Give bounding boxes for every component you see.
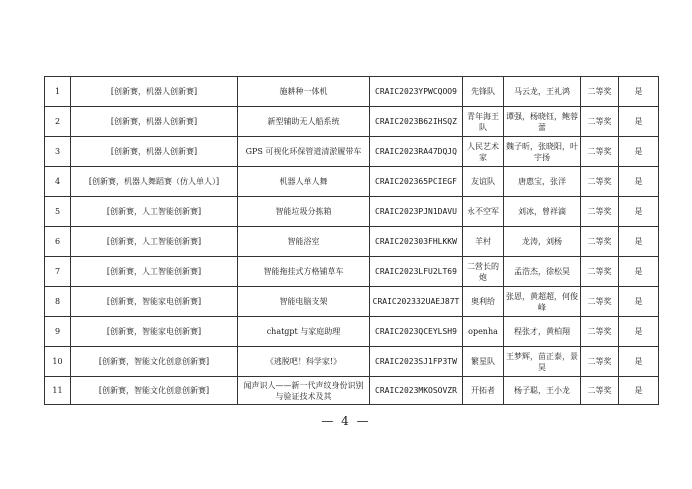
work-title: 施耕种一体机 <box>238 77 370 107</box>
team-name: 繁星队 <box>463 347 504 377</box>
table-row <box>45 77 659 107</box>
work-title: 闻声识人——新一代声纹身份识别与验证技术及其 <box>238 377 370 405</box>
table-row <box>45 107 659 137</box>
row-number: 5 <box>45 197 71 227</box>
work-title: 智能垃圾分拣箱 <box>238 197 370 227</box>
qualified-flag: 是 <box>619 377 659 405</box>
table-row <box>45 317 659 347</box>
registration-code: CRAIC2023RA47DQJQ <box>370 137 463 167</box>
team-name: 羊村 <box>463 227 504 257</box>
table-row <box>45 197 659 227</box>
award-level: 二等奖 <box>581 317 619 347</box>
award-level: 二等奖 <box>581 137 619 167</box>
competition-category: [创新赛，智能文化创意创新赛] <box>71 347 238 377</box>
row-number: 11 <box>45 377 71 405</box>
table-row <box>45 137 659 167</box>
team-members: 魏子昕，张晓阳，叶宇扬 <box>504 137 581 167</box>
table-row <box>45 347 659 377</box>
team-members: 马云龙，王礼鸿 <box>504 77 581 107</box>
row-number: 6 <box>45 227 71 257</box>
awards-table-body <box>45 77 659 405</box>
team-name: 奥利给 <box>463 287 504 317</box>
registration-code: CRAIC202332UAEJ87T <box>370 287 463 317</box>
award-level: 二等奖 <box>581 77 619 107</box>
team-name: 二营长的炮 <box>463 257 504 287</box>
registration-code: CRAIC202365PCIEGF <box>370 167 463 197</box>
row-number: 7 <box>45 257 71 287</box>
work-title: 智能拖挂式方格铺草车 <box>238 257 370 287</box>
team-members: 唐惠宝，张洋 <box>504 167 581 197</box>
work-title: 智能浴室 <box>238 227 370 257</box>
team-name: 友谊队 <box>463 167 504 197</box>
award-level: 二等奖 <box>581 377 619 405</box>
team-members: 张恩，黄超超，何俊峰 <box>504 287 581 317</box>
qualified-flag: 是 <box>619 137 659 167</box>
qualified-flag: 是 <box>619 227 659 257</box>
competition-category: [创新赛，机器人创新赛] <box>71 137 238 167</box>
row-number: 3 <box>45 137 71 167</box>
work-title: 智能电脑支架 <box>238 287 370 317</box>
team-name: 人民艺术家 <box>463 137 504 167</box>
registration-code: CRAIC2023B62IHSQZ <box>370 107 463 137</box>
award-level: 二等奖 <box>581 107 619 137</box>
registration-code: CRAIC2023YPWCQOO9 <box>370 77 463 107</box>
row-number: 4 <box>45 167 71 197</box>
row-number: 9 <box>45 317 71 347</box>
competition-category: [创新赛，人工智能创新赛] <box>71 227 238 257</box>
team-name: 青年海王队 <box>463 107 504 137</box>
team-members: 程张才，黄柏翔 <box>504 317 581 347</box>
table-row <box>45 227 659 257</box>
team-members: 刘冰，曾祥滴 <box>504 197 581 227</box>
row-number: 1 <box>45 77 71 107</box>
award-level: 二等奖 <box>581 347 619 377</box>
row-number: 10 <box>45 347 71 377</box>
award-level: 二等奖 <box>581 287 619 317</box>
award-level: 二等奖 <box>581 167 619 197</box>
qualified-flag: 是 <box>619 197 659 227</box>
registration-code: CRAIC2023MKOSOVZR <box>370 377 463 405</box>
qualified-flag: 是 <box>619 107 659 137</box>
table-row <box>45 257 659 287</box>
qualified-flag: 是 <box>619 347 659 377</box>
team-name: 开拓者 <box>463 377 504 405</box>
registration-code: CRAIC2023LFU2LT69 <box>370 257 463 287</box>
page-number: — 4 — <box>321 414 371 428</box>
competition-category: [创新赛，人工智能创新赛] <box>71 197 238 227</box>
competition-category: [创新赛，智能文化创意创新赛] <box>71 377 238 405</box>
award-level: 二等奖 <box>581 257 619 287</box>
qualified-flag: 是 <box>619 167 659 197</box>
registration-code: CRAIC2023QCEYLSH9 <box>370 317 463 347</box>
table-row <box>45 287 659 317</box>
competition-category: [创新赛，机器人舞蹈赛（仿人单人）] <box>71 167 238 197</box>
work-title: 新型辅助无人船系统 <box>238 107 370 137</box>
qualified-flag: 是 <box>619 77 659 107</box>
row-number: 2 <box>45 107 71 137</box>
competition-category: [创新赛，机器人创新赛] <box>71 77 238 107</box>
competition-category: [创新赛，智能家电创新赛] <box>71 317 238 347</box>
awards-table <box>44 76 659 405</box>
qualified-flag: 是 <box>619 287 659 317</box>
competition-category: [创新赛，人工智能创新赛] <box>71 257 238 287</box>
competition-category: [创新赛，智能家电创新赛] <box>71 287 238 317</box>
work-title: chatgpt 与家庭助理 <box>238 317 370 347</box>
row-number: 8 <box>45 287 71 317</box>
award-level: 二等奖 <box>581 227 619 257</box>
qualified-flag: 是 <box>619 317 659 347</box>
qualified-flag: 是 <box>619 257 659 287</box>
work-title: 机器人单人舞 <box>238 167 370 197</box>
team-members: 杨子聪，王小龙 <box>504 377 581 405</box>
team-name: 永不空军 <box>463 197 504 227</box>
work-title: GPS 可视化环保管道清淤履带车 <box>238 137 370 167</box>
table-row <box>45 377 659 405</box>
team-members: 谭强，杨晓钰，鲍蓉蕾 <box>504 107 581 137</box>
team-members: 龙涛，刘杨 <box>504 227 581 257</box>
team-members: 孟浩杰，徐松昊 <box>504 257 581 287</box>
competition-category: [创新赛，机器人创新赛] <box>71 107 238 137</box>
team-name: openha <box>463 317 504 347</box>
table-row <box>45 167 659 197</box>
award-level: 二等奖 <box>581 197 619 227</box>
team-members: 王梦辉，苗正泰，景昊 <box>504 347 581 377</box>
work-title: 《逃脱吧！科学家!》 <box>238 347 370 377</box>
registration-code: CRAIC2023PJN1DAVU <box>370 197 463 227</box>
team-name: 先锋队 <box>463 77 504 107</box>
registration-code: CRAIC202303FHLKKW <box>370 227 463 257</box>
registration-code: CRAIC2023SJ1FP3TW <box>370 347 463 377</box>
